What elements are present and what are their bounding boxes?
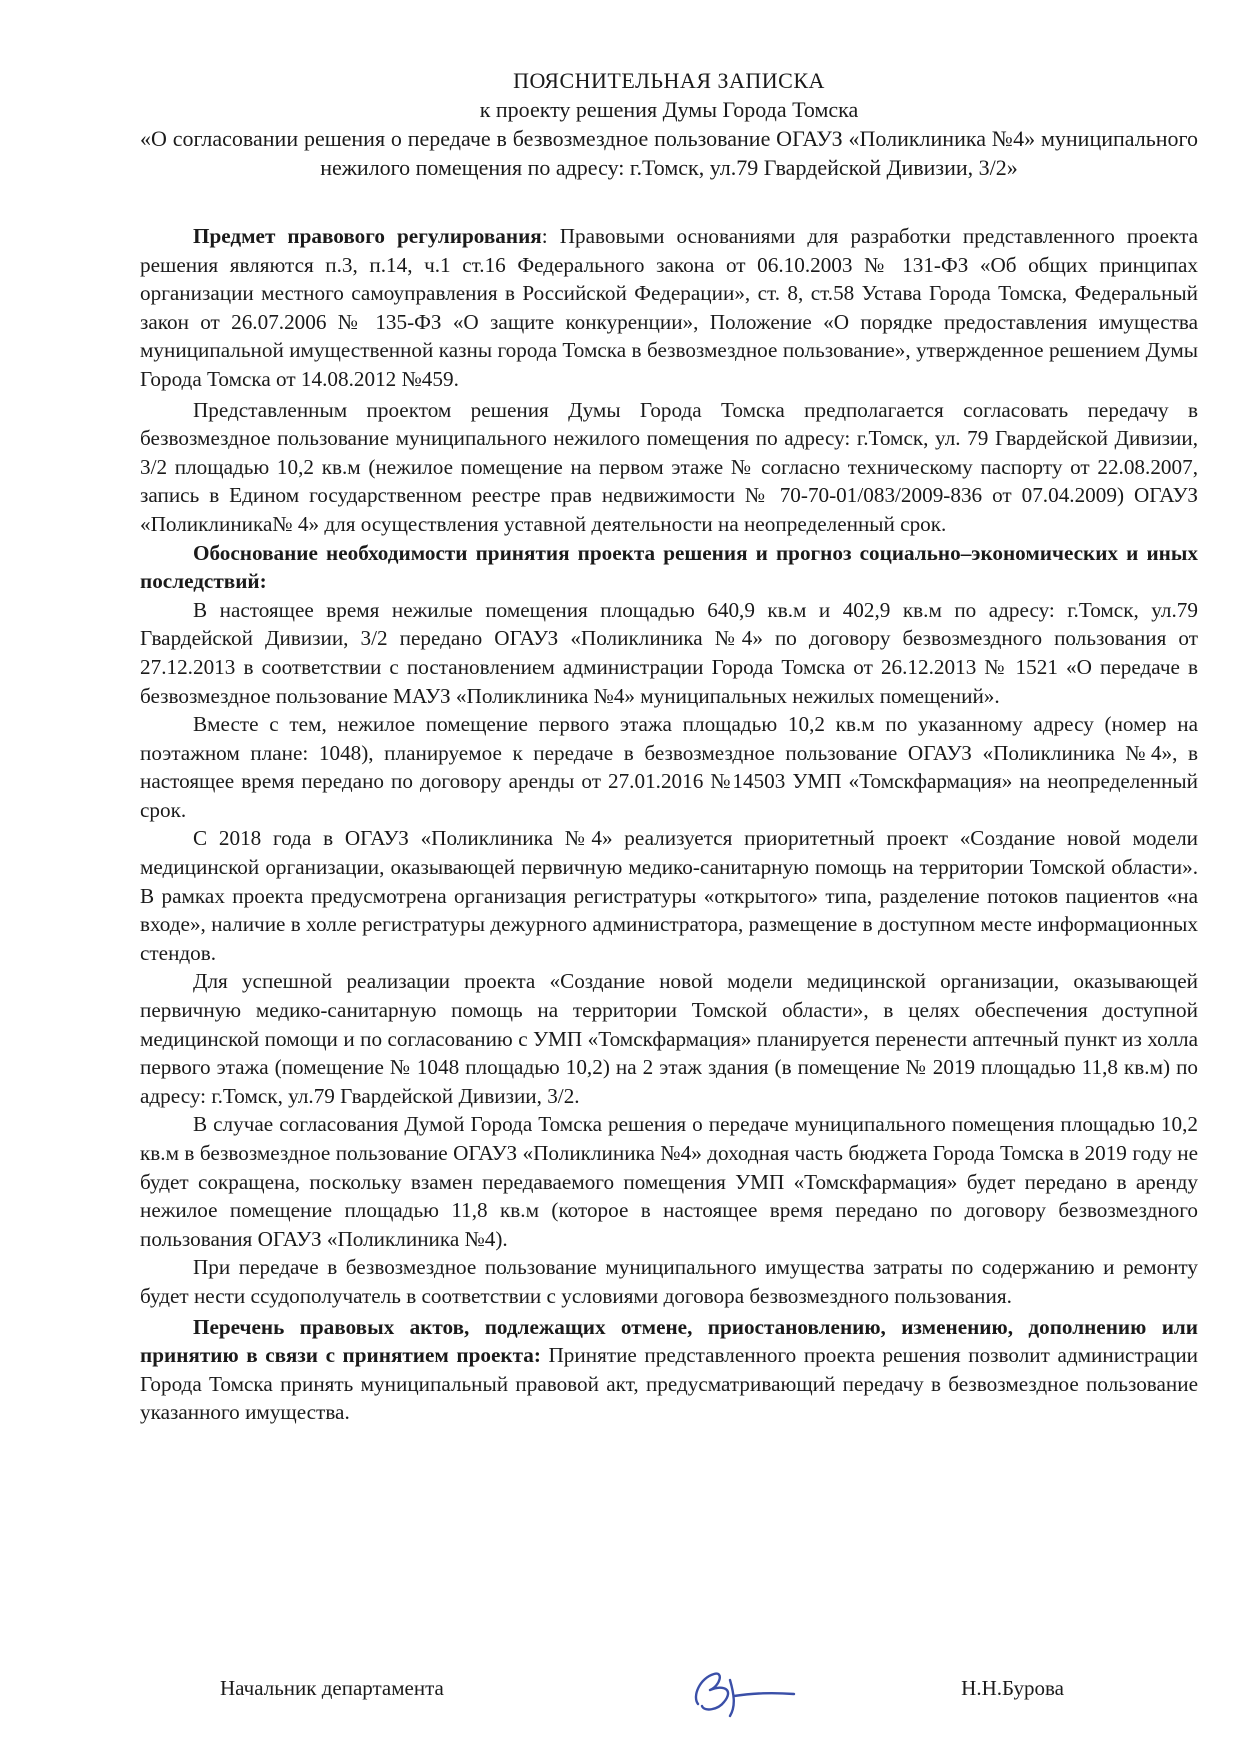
document-subject: «О согласовании решения о передаче в безвозмездное пользование ОГАУЗ «Поликлиника №4» муниципального нежилого помещения по адресу: г.Томск, ул.79 Гвардейской Дивизии, 3/2» [140, 126, 1198, 180]
paragraph-budget: В случае согласования Думой Города Томска решения о передаче муниципального помещения площадью 10,2 кв.м в безвозмездное пользование ОГАУЗ «Поликлиника №4» доходная часть бюджета Города Томска в 2019 году не будет сокращена, поскольку взамен передаваемого помещения УМП «Томскфармация» будет передано в аренду нежилое помещение площадью 11,8 кв.м (которое в настоящее время передано по договору безвозмездного пользования ОГАУЗ «Поликлиника №4). [140, 1112, 1198, 1251]
document-body [140, 222, 1198, 1427]
paragraph-text: : Правовыми основаниями для разработки представленного проекта решения являются п.3, п.14, ч.1 ст.16 Федерального закона от 06.10.2003 № 131-ФЗ «Об общих принципах организации местного самоуправления в Российской Федерации», ст. 8, ст.58 Устава Города Томска, Федеральный закон от 26.07.2006 № 135-ФЗ «О защите конкуренции», Положение «О порядке предоставления имущества муниципальной имущественной казны города Томска в безвозмездное пользование», утвержденное решением Думы Города Томска от 14.08.2012 №459. [140, 224, 1198, 391]
section-heading-legal-regulation: Предмет правового регулирования [193, 224, 542, 248]
paragraph-legal-basis [140, 222, 1198, 394]
title-block [140, 66, 1198, 182]
paragraph-rental: Вместе с тем, нежилое помещение первого этажа площадью 10,2 кв.м по указанному адресу (номер на поэтажном плане: 1048), планируемое к передаче в безвозмездное пользование ОГАУЗ «Поликлиника №4», в настоящее время передано по договору аренды от 27.01.2016 №14503 УМП «Томскфармация» на неопределенный срок. [140, 712, 1198, 822]
signatory-name: Н.Н.Бурова [961, 1676, 1064, 1700]
paragraph-current-premises: В настоящее время нежилые помещения площадью 640,9 кв.м и 402,9 кв.м по адресу: г.Томск, ул.79 Гвардейской Дивизии, 3/2 передано ОГАУЗ «Поликлиника №4» по договору безвозмездного пользования от 27.12.2013 в соответствии с постановлением администрации Города Томска от 26.12.2013 № 1521 «О передаче в безвозмездное пользование МАУЗ «Поликлиника №4» муниципальных нежилых помещений». [140, 597, 1198, 708]
document-title: ПОЯСНИТЕЛЬНАЯ ЗАПИСКА [513, 68, 825, 93]
paragraph-legal-acts [140, 1313, 1198, 1427]
handwritten-signature-icon [690, 1656, 810, 1726]
paragraph-maintenance: При передаче в безвозмездное пользование муниципального имущества затраты по содержанию и ремонту будет нести ссудополучатель в соответствии с условиями договора безвозмездного пользования. [140, 1255, 1198, 1308]
paragraph-priority-project: С 2018 года в ОГАУЗ «Поликлиника №4» реализуется приоритетный проект «Создание новой модели медицинской организации, оказывающей первичную медико-санитарную помощь на территории Томской области». В рамках проекта предусмотрена организация регистратуры «открытого» типа, разделение потоков пациентов «на входе», наличие в холле регистратуры дежурного администратора, размещение в доступном месте информационных стендов. [140, 826, 1198, 965]
signatory-position: Начальник департамента [220, 1676, 444, 1700]
document-subtitle: к проекту решения Думы Города Томска [479, 97, 859, 122]
document-page [140, 66, 1198, 1427]
section-heading-legal-acts: Перечень правовых актов, подлежащих отмене, приостановлению, изменению, дополнению или принятию в связи с принятием проекта: [140, 1314, 1198, 1368]
signature-block [220, 1668, 1100, 1738]
paragraph-proposal: Представленным проектом решения Думы Города Томска предполагается согласовать передачу в безвозмездное пользование муниципального нежилого помещения по адресу: г.Томск, ул. 79 Гвардейской Дивизии, 3/2 площадью 10,2 кв.м (нежилое помещение на первом этаже № согласно техническому паспорту от 22.08.2007, запись в Едином государственном реестре прав недвижимости № 70-70-01/083/2009-836 от 07.04.2009) ОГАУЗ «Поликлиника№ 4» для осуществления уставной деятельности на неопределенный срок. [140, 397, 1198, 536]
section-heading-justification: Обоснование необходимости принятия проекта решения и прогноз социально–экономических и иных последствий: [140, 540, 1198, 594]
paragraph-relocation: Для успешной реализации проекта «Создание новой модели медицинской организации, оказывающей первичную медико-санитарную помощь на территории Томской области», в целях обеспечения доступной медицинской помощи и по согласованию с УМП «Томскфармация» планируется перенести аптечный пункт из холла первого этажа (помещение № 1048 площадью 10,2) на 2 этаж здания (в помещение № 2019 площадью 11,8 кв.м) по адресу: г.Томск, ул.79 Гвардейской Дивизии, 3/2. [140, 969, 1198, 1108]
paragraph-text: Принятие представленного проекта решения позволит администрации Города Томска принять муниципальный правовой акт, предусматривающий передачу в безвозмездное пользование указанного имущества. [140, 1343, 1198, 1425]
